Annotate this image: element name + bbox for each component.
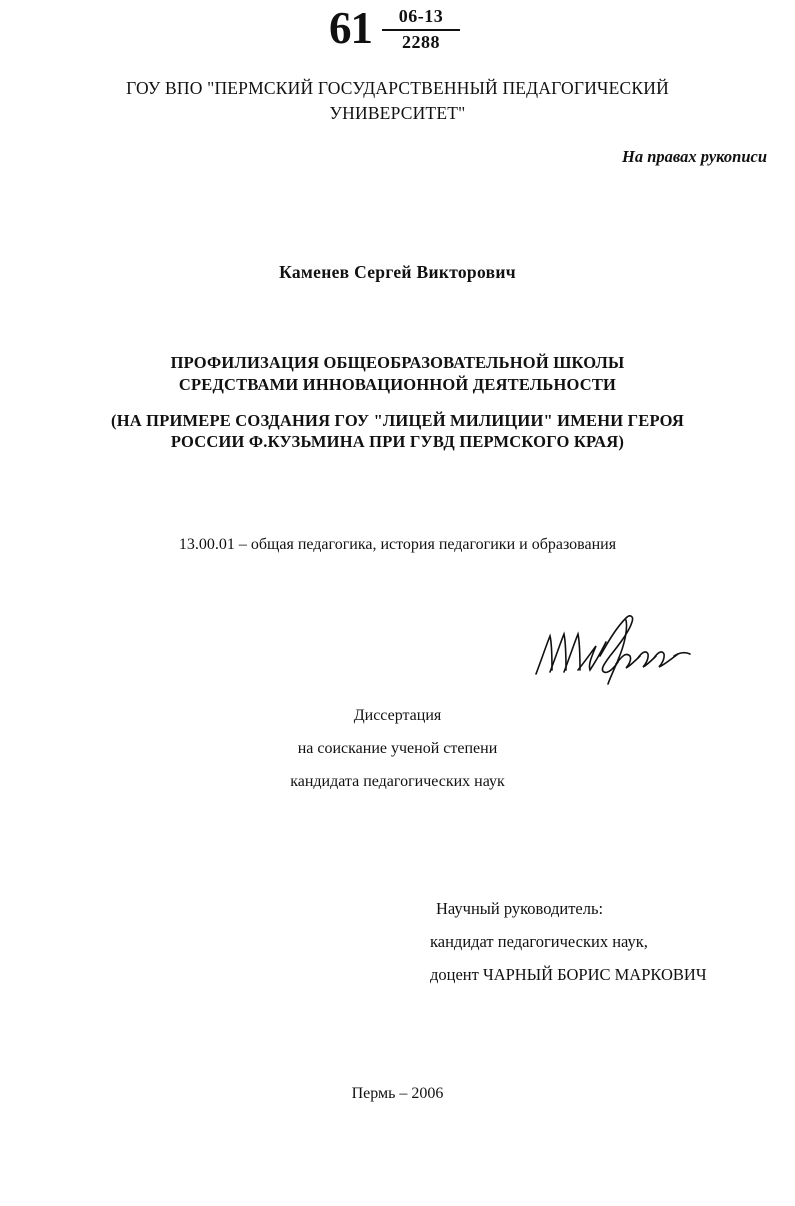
supervisor-block xyxy=(430,892,707,991)
library-stamp xyxy=(0,4,795,52)
supervisor-degree: кандидат педагогических наук, xyxy=(430,932,648,951)
title-sub xyxy=(0,410,795,454)
institution-line-2: УНИВЕРСИТЕТ" xyxy=(329,103,466,124)
institution-name xyxy=(0,76,795,127)
stamp-denominator: 2288 xyxy=(402,31,440,52)
title-sub-line-2: РОССИИ Ф.КУЗЬМИНА ПРИ ГУВД ПЕРМСКОГО КРАЯ) xyxy=(170,432,625,452)
title-main-line-1: ПРОФИЛИЗАЦИЯ ОБЩЕОБРАЗОВАТЕЛЬНОЙ ШКОЛЫ xyxy=(170,353,625,372)
title-sub-line-1: (НА ПРИМЕРЕ СОЗДАНИЯ ГОУ "ЛИЦЕЙ МИЛИЦИИ" ИМЕНИ ГЕРОЯ xyxy=(111,410,684,430)
dissertation-line-1: Диссертация xyxy=(353,707,442,724)
stamp-code: 61 xyxy=(329,2,372,53)
supervisor-label: Научный руководитель: xyxy=(436,899,604,918)
dissertation-line-3: кандидата педагогических наук xyxy=(290,772,505,790)
stamp-fraction xyxy=(376,6,466,52)
stamp-numerator: 06-13 xyxy=(398,6,444,26)
speciality-code: 13.00.01 – общая педагогика, история педагогики и образования xyxy=(178,536,617,553)
author-name: Каменев Сергей Викторович xyxy=(279,262,516,282)
signature-icon xyxy=(530,612,700,692)
dissertation-statement xyxy=(0,700,795,798)
place-and-year: Пермь – 2006 xyxy=(351,1085,444,1102)
title-main-line-2: СРЕДСТВАМИ ИННОВАЦИОННОЙ ДЕЯТЕЛЬНОСТИ xyxy=(178,374,617,394)
manuscript-note: На правах рукописи xyxy=(622,147,767,166)
dissertation-title xyxy=(0,352,795,453)
dissertation-line-2: на соискание ученой степени xyxy=(297,739,498,757)
supervisor-name: доцент ЧАРНЫЙ БОРИС МАРКОВИЧ xyxy=(430,965,707,984)
library-stamp-inner xyxy=(329,4,466,52)
institution-line-1: ГОУ ВПО "ПЕРМСКИЙ ГОСУДАРСТВЕННЫЙ ПЕДАГОГИЧЕСКИЙ xyxy=(126,78,669,98)
stamp-divider xyxy=(382,29,460,31)
title-main xyxy=(0,352,795,396)
